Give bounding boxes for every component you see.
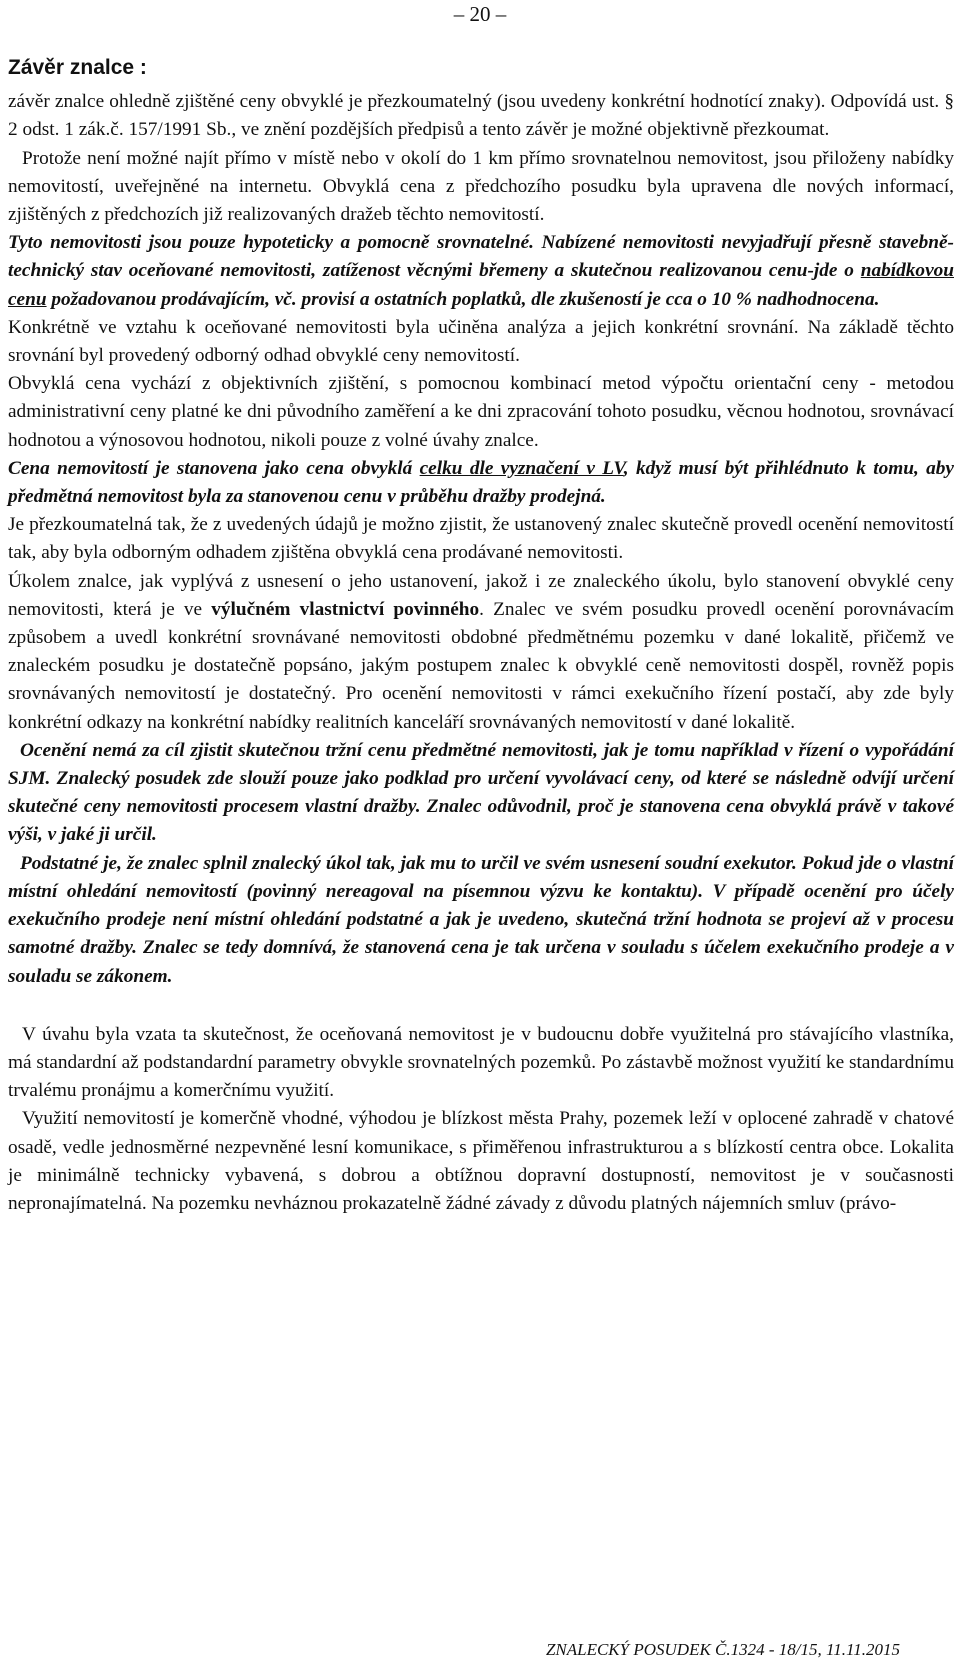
hypothetical-text: Tyto nemovitosti jsou pouze hypoteticky a pomocně srovnatelné. [8,232,534,254]
document-body [8,50,954,1218]
task-text-start: Úkolem znalce, jak vyplývá z usnesení o jeho ustanovení, jakož i ze znaleckého úkolu, bylo stanovení obvyklé ceny nemovitosti, která je ve [8,570,954,620]
price-set-end: , když musí být přihlédnuto k tomu, aby předmětná nemovitost byla za stanovenou cenu v průběhu dražby prodejná. [8,457,954,508]
analysis-text: Konkrétně ve vztahu k oceňované nemovitosti byla učiněna analýza a jejich konkrétní srovnání. [8,316,799,338]
paragraph-valuation-goal: Ocenění nemá za cíl zjistit skutečnou tržní cenu předmětné nemovitosti, jak je tomu například v řízení o vypořádání SJM. Znalecký posudek zde slouží pouze jako podklad pro určení vyvolávací ceny, od které se následně odvíjí určení skutečné ceny nemovitosti procesem vlastní dražby. Znalec odůvodnil, proč je stanovena cena obvyklá právě v takové výši, v jaké ji určil. [8,739,954,846]
offer-text-start: Nabízené nemovitosti nevyjadřují přesně stavebně-technický stav oceňované nemovitosti, zatíženost věcnými břemeny a skutečnou realizovanou cenu-jde o [8,232,954,282]
task-text-end: . Znalec ve svém posudku provedl ocenění porovnávacím způsobem a uvedl konkrétní srovnávané nemovitosti obdobné předmětnému pozemku v dané lokalitě, přičemž ve znaleckém posudku je dostatečně popsáno, jakým postupem znalec k obvyklé ceně nemovitosti dospěl, rovněž popis srovnávaných nemovitostí je dostatečný. Pro ocenění nemovitosti v rámci exekučního řízení postačí, aby zde byly konkrétní odkazy na konkrétní nabídky realitních kanceláří srovnávaných nemovitostí v dané lokalitě. [8,598,954,733]
section-heading: Závěr znalce : [8,56,147,79]
paragraph-usage: Využití nemovitostí je komerčně vhodné, výhodou je blízkost města Prahy, pozemek leží v oplocené zahradě v chatové osadě, vedle jednosměrné nezpevněné lesní komunikace, s přiměřenou infrastrukturou a s blízkostí centra obce. Lokalita je minimálně technicky vybavená, s dobrou a obtížnou dopravní dostupností, nemovitost je v současnosti nepronajímatelná. Na pozemku nevháznou prokazatelně žádné závady z důvodu platných nájemních smluv (právo- [8,1108,954,1214]
paragraph-consideration: V úvahu byla vzata ta skutečnost, že oceňovaná nemovitost je v budoucnu dobře využitelná pro stávajícího vlastníka, má standardní až podstandardní parametry obvykle srovnatelných pozemků. Po zástavbě možnost využití ke standardnímu trvalému pronájmu a komerčnímu využití. [8,1023,954,1102]
paragraph-essential: Podstatné je, že znalec splnil znalecký úkol tak, jak mu to určil ve svém usnesení soudní exekutor. Pokud jde o vlastní místní ohledání nemovitostí (povinný nereagoval na písemnou výzvu ke kontaktu). V případě ocenění pro účely exekučního prodeje není místní ohledání podstatné a jak je uvedeno, skutečná tržní hodnota se projeví až v procesu samotné dražby. Znalec se tedy domnívá, že stanovená cena je tak určena v souladu s účelem exekučního prodeje a v souladu se zákonem. [8,852,954,987]
exclusive-ownership-bold: výlučném vlastnictví povinného [211,598,480,620]
paragraph-conclusion: závěr znalce ohledně zjištěné ceny obvyklé je přezkoumatelný (jsou uvedeny konkrétní hodnotící znaky). Odpovídá ust. § 2 odst. 1 zák.č. 157/1991 Sb., ve znění pozdějších předpisů a tento závěr je možné objektivně přezkoumat. [8,91,954,141]
previous-appraisal-text: Obvyklá cena z předchozího posudku byla upravena dle nových informací, zjištěných z předchozích již realizovaných dražeb těchto nemovitostí. [8,175,955,226]
offer-text-end: požadovanou prodávajícím, vč. provisí a ostatních poplatků, dle zkušeností je cca o 10 % nadhodnocena. [46,288,880,310]
paragraph-gap [8,991,954,1021]
paragraph-task [8,568,954,737]
paragraph-price-set [8,455,954,511]
paragraph-comparison [8,145,954,230]
page-number: – 20 – [453,2,507,26]
estimate-text: Na základě těchto srovnání byl provedený odborný odhad obvyklé ceny nemovitostí. [8,316,954,367]
price-set-underlined: celku dle vyznačení v LV [419,457,624,479]
offer-price-underlined: nabídkovou cenu [8,260,954,310]
paragraph-hypothetical [8,229,954,314]
price-set-start: Cena nemovitostí je stanovena jako cena obvyklá [8,457,420,479]
page-footer: ZNALECKÝ POSUDEK Č.1324 - 18/15, 11.11.2015 [545,1640,900,1659]
paragraph-usual-price: Obvyklá cena vychází z objektivních zjištění, s pomocnou kombinací metod výpočtu orientační ceny - metodou administrativní ceny platné ke dni původního zaměření a ke dni zpracování tohoto posudku, věcnou hodnotou, srovnávací hodnotou a výnosovou hodnotou, nikoli pouze z volné úvahy znalce. [8,373,954,451]
paragraph-reviewable: Je přezkoumatelná tak, že z uvedených údajů je možno zjistit, že ustanovený znalec skutečně provedl ocenění nemovitostí tak, aby byla odborným odhadem zjištěna obvyklá cena prodávané nemovitosti. [8,514,954,564]
comparison-text: Protože není možné najít přímo v místě nebo v okolí do 1 km přímo srovnatelnou nemovitost, jsou přiloženy nabídky nemovitostí, uveřejněné na internetu. [8,147,954,197]
paragraph-analysis [8,314,954,370]
